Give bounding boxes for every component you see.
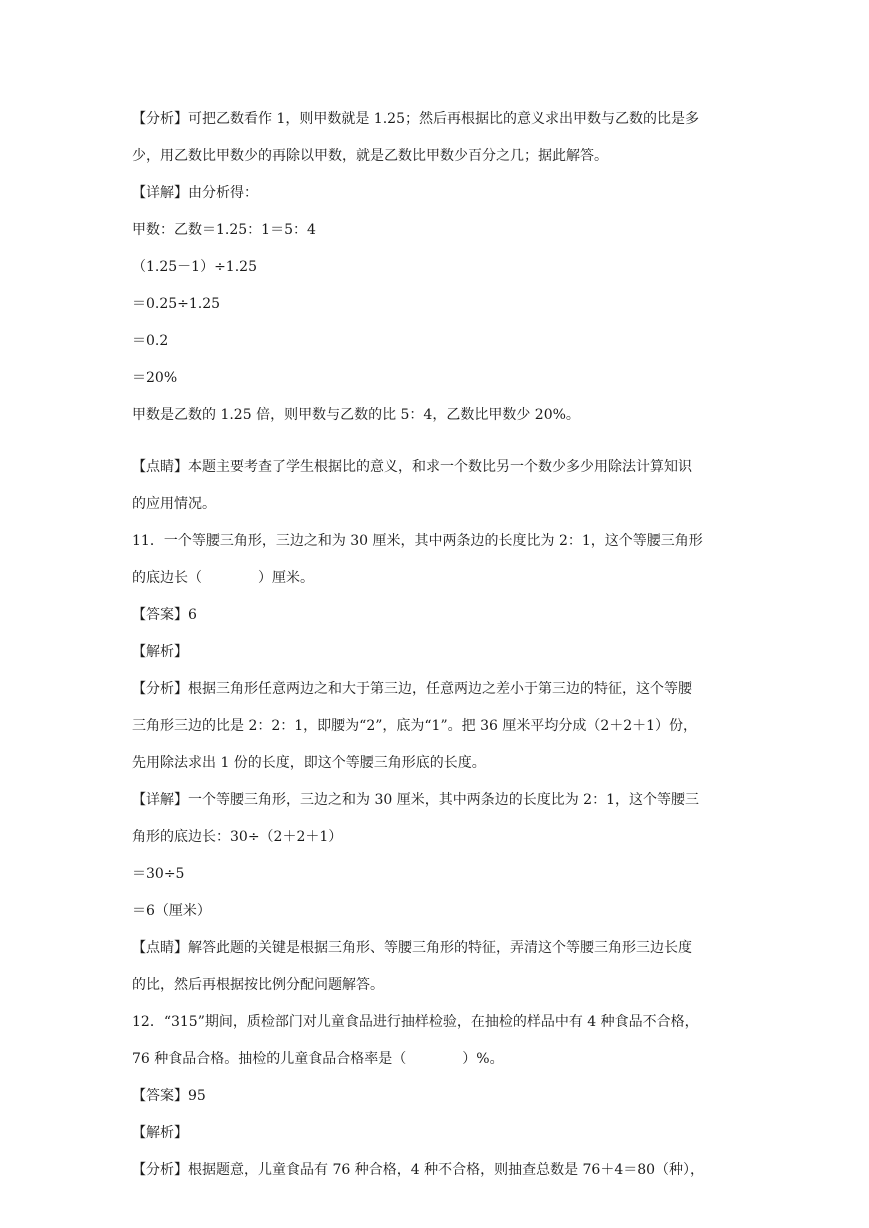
calc-line-2: ＝0.25÷1.25 xyxy=(132,296,221,312)
explanation-heading-11: 【解析】 xyxy=(132,644,188,660)
conclusion-line: 甲数是乙数的 1.25 倍，则甲数与乙数的比 5：4，乙数比甲数少 20%。 xyxy=(132,407,580,423)
analysis-11-line-2: 三角形三边的比是 2：2：1，即腰为“2”，底为“1”。把 36 厘米平均分成（2＋2＋1）份， xyxy=(132,718,698,734)
question-12-line-1: 12．“315”期间，质检部门对儿童食品进行抽样检验，在抽检的样品中有 4 种食品不合格， xyxy=(132,1014,699,1030)
comment-11-line-1: 【点睛】解答此题的关键是根据三角形、等腰三角形的特征，弄清这个等腰三角形三边长度 xyxy=(132,940,692,956)
calc-line-1: （1.25－1）÷1.25 xyxy=(132,259,257,275)
analysis-12-line-1: 【分析】根据题意，儿童食品有 76 种合格，4 种不合格，则抽查总数是 76＋4＝80（种）， xyxy=(132,1162,705,1178)
analysis-line-2: 少，用乙数比甲数少的再除以甲数，就是乙数比甲数少百分之几；据此解答。 xyxy=(132,148,608,164)
detail-11-calc-1: ＝30÷5 xyxy=(132,866,185,882)
answer-12: 【答案】95 xyxy=(132,1088,206,1104)
detail-11-calc-2: ＝6（厘米） xyxy=(132,903,211,919)
question-12-line-2: 76 种食品合格。抽检的儿童食品合格率是（ ）%。 xyxy=(132,1051,504,1067)
calc-line-4: ＝20% xyxy=(132,370,178,386)
ratio-line: 甲数：乙数＝1.25：1＝5：4 xyxy=(132,222,316,238)
comment-line-2: 的应用情况。 xyxy=(132,496,216,512)
analysis-line-1: 【分析】可把乙数看作 1，则甲数就是 1.25；然后再根据比的意义求出甲数与乙数的比是多 xyxy=(132,111,699,127)
answer-11: 【答案】6 xyxy=(132,607,197,623)
analysis-11-line-1: 【分析】根据三角形任意两边之和大于第三边，任意两边之差小于第三边的特征，这个等腰 xyxy=(132,681,692,697)
question-11-line-2: 的底边长（ ）厘米。 xyxy=(132,570,314,586)
document-body xyxy=(132,108,737,1181)
comment-11-line-2: 的比，然后再根据按比例分配问题解答。 xyxy=(132,977,384,993)
detail-heading: 【详解】由分析得： xyxy=(132,185,258,201)
calc-line-3: ＝0.2 xyxy=(132,333,169,349)
analysis-11-line-3: 先用除法求出 1 份的长度，即这个等腰三角形底的长度。 xyxy=(132,755,486,771)
explanation-heading-12: 【解析】 xyxy=(132,1125,188,1141)
detail-11-line-1: 【详解】一个等腰三角形，三边之和为 30 厘米，其中两条边的长度比为 2：1，这个等腰三 xyxy=(132,792,699,808)
question-11-line-1: 11．一个等腰三角形，三边之和为 30 厘米，其中两条边的长度比为 2：1，这个等腰三角形 xyxy=(132,533,703,549)
detail-11-line-2: 角形的底边长：30÷（2＋2＋1） xyxy=(132,829,343,845)
comment-line-1: 【点睛】本题主要考查了学生根据比的意义，和求一个数比另一个数少多少用除法计算知识 xyxy=(132,459,692,475)
